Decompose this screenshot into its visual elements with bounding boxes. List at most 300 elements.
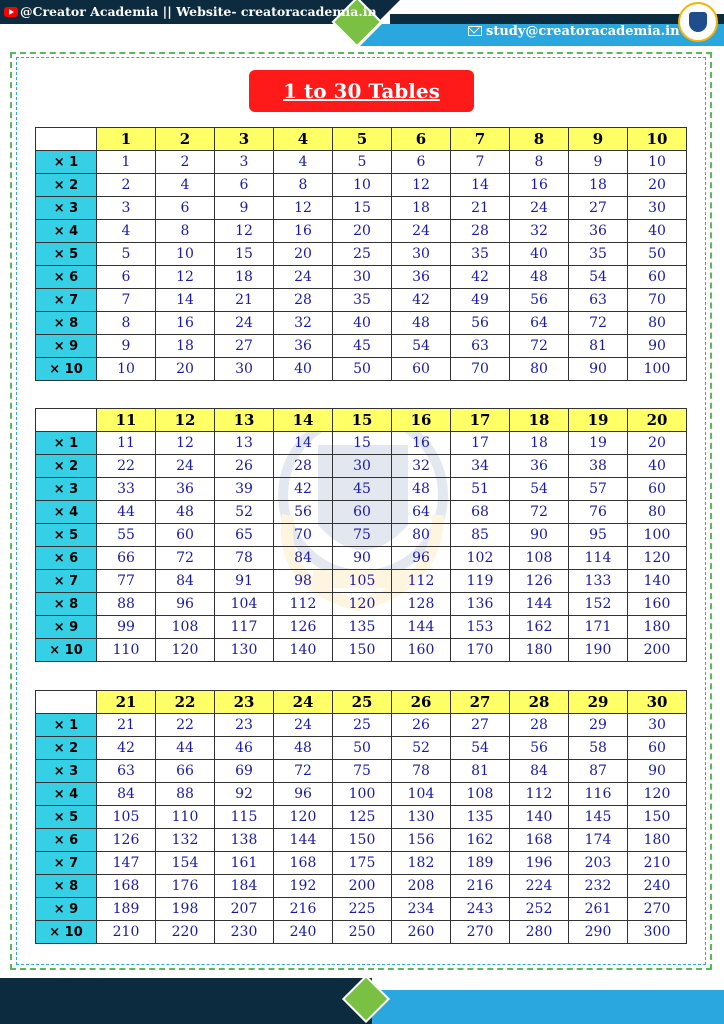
table-row — [36, 197, 687, 220]
product-cell: 12 — [215, 220, 274, 243]
product-cell: 14 — [156, 289, 215, 312]
product-cell: 51 — [451, 478, 510, 501]
table-row — [36, 335, 687, 358]
product-cell: 15 — [333, 197, 392, 220]
product-cell: 120 — [628, 783, 687, 806]
corner-cell — [36, 128, 97, 151]
product-cell: 2 — [97, 174, 156, 197]
product-cell: 40 — [333, 312, 392, 335]
product-cell: 70 — [628, 289, 687, 312]
product-cell: 224 — [510, 875, 569, 898]
product-cell: 9 — [569, 151, 628, 174]
product-cell: 30 — [215, 358, 274, 381]
product-cell: 42 — [392, 289, 451, 312]
row-label: × 3 — [36, 760, 97, 783]
product-cell: 15 — [215, 243, 274, 266]
product-cell: 14 — [274, 432, 333, 455]
product-cell: 22 — [156, 714, 215, 737]
product-cell: 133 — [569, 570, 628, 593]
table-row — [36, 593, 687, 616]
product-cell: 13 — [215, 432, 274, 455]
product-cell: 104 — [392, 783, 451, 806]
product-cell: 15 — [333, 432, 392, 455]
product-cell: 4 — [97, 220, 156, 243]
product-cell: 90 — [510, 524, 569, 547]
column-header: 2 — [156, 128, 215, 151]
product-cell: 162 — [451, 829, 510, 852]
table-row — [36, 174, 687, 197]
product-cell: 22 — [97, 455, 156, 478]
product-cell: 3 — [97, 197, 156, 220]
product-cell: 36 — [274, 335, 333, 358]
column-header: 6 — [392, 128, 451, 151]
product-cell: 58 — [569, 737, 628, 760]
product-cell: 80 — [392, 524, 451, 547]
product-cell: 7 — [451, 151, 510, 174]
product-cell: 112 — [274, 593, 333, 616]
product-cell: 10 — [97, 358, 156, 381]
product-cell: 20 — [333, 220, 392, 243]
product-cell: 70 — [274, 524, 333, 547]
column-header: 5 — [333, 128, 392, 151]
product-cell: 72 — [510, 501, 569, 524]
product-cell: 60 — [333, 501, 392, 524]
product-cell: 84 — [274, 547, 333, 570]
header-row — [36, 409, 687, 432]
header-row — [36, 691, 687, 714]
product-cell: 119 — [451, 570, 510, 593]
product-cell: 48 — [156, 501, 215, 524]
column-header: 23 — [215, 691, 274, 714]
product-cell: 175 — [333, 852, 392, 875]
product-cell: 220 — [156, 921, 215, 944]
footer-light-strip — [372, 990, 724, 1024]
product-cell: 8 — [156, 220, 215, 243]
product-cell: 260 — [392, 921, 451, 944]
product-cell: 184 — [215, 875, 274, 898]
product-cell: 10 — [628, 151, 687, 174]
product-cell: 48 — [274, 737, 333, 760]
product-cell: 243 — [451, 898, 510, 921]
product-cell: 29 — [569, 714, 628, 737]
row-label: × 3 — [36, 478, 97, 501]
product-cell: 16 — [156, 312, 215, 335]
product-cell: 40 — [628, 455, 687, 478]
product-cell: 8 — [97, 312, 156, 335]
product-cell: 21 — [97, 714, 156, 737]
product-cell: 40 — [628, 220, 687, 243]
table-row — [36, 501, 687, 524]
product-cell: 30 — [628, 197, 687, 220]
product-cell: 52 — [215, 501, 274, 524]
product-cell: 160 — [392, 639, 451, 662]
brand-text[interactable] — [4, 4, 377, 19]
header-band — [0, 0, 724, 46]
product-cell: 168 — [274, 852, 333, 875]
product-cell: 76 — [569, 501, 628, 524]
product-cell: 39 — [215, 478, 274, 501]
product-cell: 75 — [333, 760, 392, 783]
product-cell: 12 — [274, 197, 333, 220]
product-cell: 6 — [215, 174, 274, 197]
row-label: × 9 — [36, 898, 97, 921]
product-cell: 128 — [392, 593, 451, 616]
product-cell: 57 — [569, 478, 628, 501]
product-cell: 84 — [97, 783, 156, 806]
product-cell: 9 — [215, 197, 274, 220]
product-cell: 72 — [569, 312, 628, 335]
product-cell: 160 — [628, 593, 687, 616]
row-label: × 4 — [36, 501, 97, 524]
product-cell: 136 — [451, 593, 510, 616]
product-cell: 147 — [97, 852, 156, 875]
product-cell: 96 — [392, 547, 451, 570]
product-cell: 35 — [451, 243, 510, 266]
product-cell: 180 — [628, 616, 687, 639]
column-header: 11 — [97, 409, 156, 432]
column-header: 21 — [97, 691, 156, 714]
product-cell: 8 — [274, 174, 333, 197]
product-cell: 182 — [392, 852, 451, 875]
product-cell: 200 — [333, 875, 392, 898]
brand-label: @Creator Academia || Website- creatoracademia.in — [20, 4, 377, 19]
product-cell: 56 — [510, 289, 569, 312]
product-cell: 78 — [392, 760, 451, 783]
row-label: × 4 — [36, 220, 97, 243]
product-cell: 9 — [97, 335, 156, 358]
product-cell: 261 — [569, 898, 628, 921]
product-cell: 48 — [392, 312, 451, 335]
product-cell: 32 — [274, 312, 333, 335]
product-cell: 46 — [215, 737, 274, 760]
product-cell: 56 — [274, 501, 333, 524]
product-cell: 80 — [628, 501, 687, 524]
row-label: × 2 — [36, 737, 97, 760]
product-cell: 23 — [215, 714, 274, 737]
product-cell: 174 — [569, 829, 628, 852]
product-cell: 27 — [451, 714, 510, 737]
column-header: 19 — [569, 409, 628, 432]
product-cell: 8 — [510, 151, 569, 174]
table-row — [36, 547, 687, 570]
product-cell: 90 — [569, 358, 628, 381]
academy-logo — [678, 2, 718, 42]
product-cell: 145 — [569, 806, 628, 829]
column-header: 25 — [333, 691, 392, 714]
product-cell: 90 — [333, 547, 392, 570]
row-label: × 7 — [36, 570, 97, 593]
column-header: 18 — [510, 409, 569, 432]
product-cell: 21 — [451, 197, 510, 220]
product-cell: 252 — [510, 898, 569, 921]
product-cell: 27 — [569, 197, 628, 220]
product-cell: 12 — [156, 432, 215, 455]
product-cell: 125 — [333, 806, 392, 829]
product-cell: 14 — [451, 174, 510, 197]
row-label: × 9 — [36, 616, 97, 639]
product-cell: 176 — [156, 875, 215, 898]
product-cell: 35 — [333, 289, 392, 312]
product-cell: 108 — [156, 616, 215, 639]
row-label: × 5 — [36, 524, 97, 547]
product-cell: 16 — [274, 220, 333, 243]
product-cell: 36 — [569, 220, 628, 243]
product-cell: 200 — [628, 639, 687, 662]
product-cell: 207 — [215, 898, 274, 921]
table-row — [36, 151, 687, 174]
table-row — [36, 358, 687, 381]
row-label: × 8 — [36, 312, 97, 335]
product-cell: 20 — [156, 358, 215, 381]
product-cell: 81 — [569, 335, 628, 358]
product-cell: 50 — [333, 737, 392, 760]
product-cell: 3 — [215, 151, 274, 174]
product-cell: 16 — [392, 432, 451, 455]
product-cell: 108 — [510, 547, 569, 570]
product-cell: 290 — [569, 921, 628, 944]
product-cell: 6 — [156, 197, 215, 220]
product-cell: 72 — [274, 760, 333, 783]
product-cell: 126 — [510, 570, 569, 593]
product-cell: 168 — [510, 829, 569, 852]
product-cell: 44 — [97, 501, 156, 524]
column-header: 12 — [156, 409, 215, 432]
row-label: × 3 — [36, 197, 97, 220]
product-cell: 18 — [215, 266, 274, 289]
column-header: 15 — [333, 409, 392, 432]
product-cell: 132 — [156, 829, 215, 852]
product-cell: 120 — [274, 806, 333, 829]
product-cell: 144 — [392, 616, 451, 639]
product-cell: 18 — [510, 432, 569, 455]
product-cell: 152 — [569, 593, 628, 616]
column-header: 13 — [215, 409, 274, 432]
row-label: × 4 — [36, 783, 97, 806]
column-header: 28 — [510, 691, 569, 714]
product-cell: 11 — [97, 432, 156, 455]
product-cell: 87 — [569, 760, 628, 783]
column-header: 20 — [628, 409, 687, 432]
product-cell: 25 — [333, 243, 392, 266]
product-cell: 198 — [156, 898, 215, 921]
product-cell: 60 — [628, 478, 687, 501]
column-header: 29 — [569, 691, 628, 714]
product-cell: 66 — [97, 547, 156, 570]
product-cell: 48 — [510, 266, 569, 289]
product-cell: 35 — [569, 243, 628, 266]
product-cell: 72 — [510, 335, 569, 358]
product-cell: 75 — [333, 524, 392, 547]
table-row — [36, 898, 687, 921]
product-cell: 56 — [510, 737, 569, 760]
product-cell: 12 — [392, 174, 451, 197]
product-cell: 5 — [97, 243, 156, 266]
table-1-to-10 — [35, 127, 687, 381]
product-cell: 5 — [333, 151, 392, 174]
product-cell: 64 — [392, 501, 451, 524]
product-cell: 81 — [451, 760, 510, 783]
product-cell: 12 — [156, 266, 215, 289]
product-cell: 102 — [451, 547, 510, 570]
product-cell: 56 — [451, 312, 510, 335]
product-cell: 18 — [156, 335, 215, 358]
product-cell: 34 — [451, 455, 510, 478]
product-cell: 30 — [333, 455, 392, 478]
product-cell: 72 — [156, 547, 215, 570]
table-row — [36, 760, 687, 783]
table-row — [36, 616, 687, 639]
product-cell: 24 — [156, 455, 215, 478]
table-row — [36, 783, 687, 806]
column-header: 24 — [274, 691, 333, 714]
table-11-to-20 — [35, 408, 687, 662]
product-cell: 117 — [215, 616, 274, 639]
product-cell: 105 — [97, 806, 156, 829]
product-cell: 26 — [392, 714, 451, 737]
product-cell: 70 — [451, 358, 510, 381]
product-cell: 1 — [97, 151, 156, 174]
product-cell: 192 — [274, 875, 333, 898]
product-cell: 60 — [628, 737, 687, 760]
row-label: × 10 — [36, 921, 97, 944]
product-cell: 120 — [156, 639, 215, 662]
product-cell: 20 — [274, 243, 333, 266]
product-cell: 32 — [392, 455, 451, 478]
product-cell: 38 — [569, 455, 628, 478]
row-label: × 2 — [36, 455, 97, 478]
column-header: 9 — [569, 128, 628, 151]
product-cell: 28 — [510, 714, 569, 737]
table-row — [36, 432, 687, 455]
product-cell: 24 — [274, 714, 333, 737]
product-cell: 240 — [274, 921, 333, 944]
table-21-to-30 — [35, 690, 687, 944]
table-row — [36, 570, 687, 593]
table-row — [36, 220, 687, 243]
product-cell: 52 — [392, 737, 451, 760]
product-cell: 100 — [628, 524, 687, 547]
column-header: 3 — [215, 128, 274, 151]
mail-icon — [468, 26, 482, 36]
product-cell: 280 — [510, 921, 569, 944]
product-cell: 6 — [97, 266, 156, 289]
column-header: 22 — [156, 691, 215, 714]
column-header: 17 — [451, 409, 510, 432]
product-cell: 54 — [569, 266, 628, 289]
product-cell: 69 — [215, 760, 274, 783]
product-cell: 54 — [510, 478, 569, 501]
product-cell: 20 — [628, 174, 687, 197]
youtube-icon — [4, 7, 18, 17]
product-cell: 156 — [392, 829, 451, 852]
product-cell: 95 — [569, 524, 628, 547]
product-cell: 110 — [156, 806, 215, 829]
row-label: × 10 — [36, 358, 97, 381]
product-cell: 126 — [274, 616, 333, 639]
product-cell: 120 — [333, 593, 392, 616]
product-cell: 180 — [628, 829, 687, 852]
product-cell: 90 — [628, 760, 687, 783]
product-cell: 60 — [628, 266, 687, 289]
product-cell: 65 — [215, 524, 274, 547]
product-cell: 270 — [451, 921, 510, 944]
product-cell: 16 — [510, 174, 569, 197]
product-cell: 190 — [569, 639, 628, 662]
product-cell: 26 — [215, 455, 274, 478]
product-cell: 96 — [156, 593, 215, 616]
product-cell: 63 — [569, 289, 628, 312]
product-cell: 24 — [510, 197, 569, 220]
product-cell: 140 — [510, 806, 569, 829]
product-cell: 24 — [274, 266, 333, 289]
product-cell: 40 — [274, 358, 333, 381]
product-cell: 105 — [333, 570, 392, 593]
column-header: 14 — [274, 409, 333, 432]
row-label: × 1 — [36, 714, 97, 737]
product-cell: 114 — [569, 547, 628, 570]
table-row — [36, 714, 687, 737]
email-label: study@creatoracademia.in — [486, 24, 680, 39]
column-header: 7 — [451, 128, 510, 151]
product-cell: 66 — [156, 760, 215, 783]
product-cell: 154 — [156, 852, 215, 875]
product-cell: 203 — [569, 852, 628, 875]
row-label: × 5 — [36, 806, 97, 829]
product-cell: 30 — [333, 266, 392, 289]
column-header: 8 — [510, 128, 569, 151]
product-cell: 25 — [333, 714, 392, 737]
product-cell: 19 — [569, 432, 628, 455]
product-cell: 28 — [451, 220, 510, 243]
product-cell: 150 — [333, 639, 392, 662]
product-cell: 140 — [628, 570, 687, 593]
row-label: × 8 — [36, 593, 97, 616]
row-label: × 5 — [36, 243, 97, 266]
product-cell: 55 — [97, 524, 156, 547]
table-row — [36, 243, 687, 266]
product-cell: 130 — [215, 639, 274, 662]
column-header: 26 — [392, 691, 451, 714]
table-row — [36, 829, 687, 852]
header-dark-strip-right — [390, 14, 724, 24]
product-cell: 108 — [451, 783, 510, 806]
corner-cell — [36, 691, 97, 714]
product-cell: 216 — [274, 898, 333, 921]
email-link[interactable] — [468, 24, 680, 39]
product-cell: 240 — [628, 875, 687, 898]
product-cell: 42 — [97, 737, 156, 760]
row-label: × 6 — [36, 547, 97, 570]
product-cell: 161 — [215, 852, 274, 875]
product-cell: 80 — [628, 312, 687, 335]
table-row — [36, 312, 687, 335]
product-cell: 210 — [97, 921, 156, 944]
product-cell: 45 — [333, 335, 392, 358]
product-cell: 162 — [510, 616, 569, 639]
product-cell: 210 — [628, 852, 687, 875]
table-row — [36, 455, 687, 478]
product-cell: 63 — [451, 335, 510, 358]
product-cell: 33 — [97, 478, 156, 501]
product-cell: 17 — [451, 432, 510, 455]
product-cell: 36 — [392, 266, 451, 289]
product-cell: 10 — [333, 174, 392, 197]
product-cell: 18 — [392, 197, 451, 220]
product-cell: 90 — [628, 335, 687, 358]
product-cell: 126 — [97, 829, 156, 852]
page-title: 1 to 30 Tables — [249, 70, 474, 112]
product-cell: 180 — [510, 639, 569, 662]
